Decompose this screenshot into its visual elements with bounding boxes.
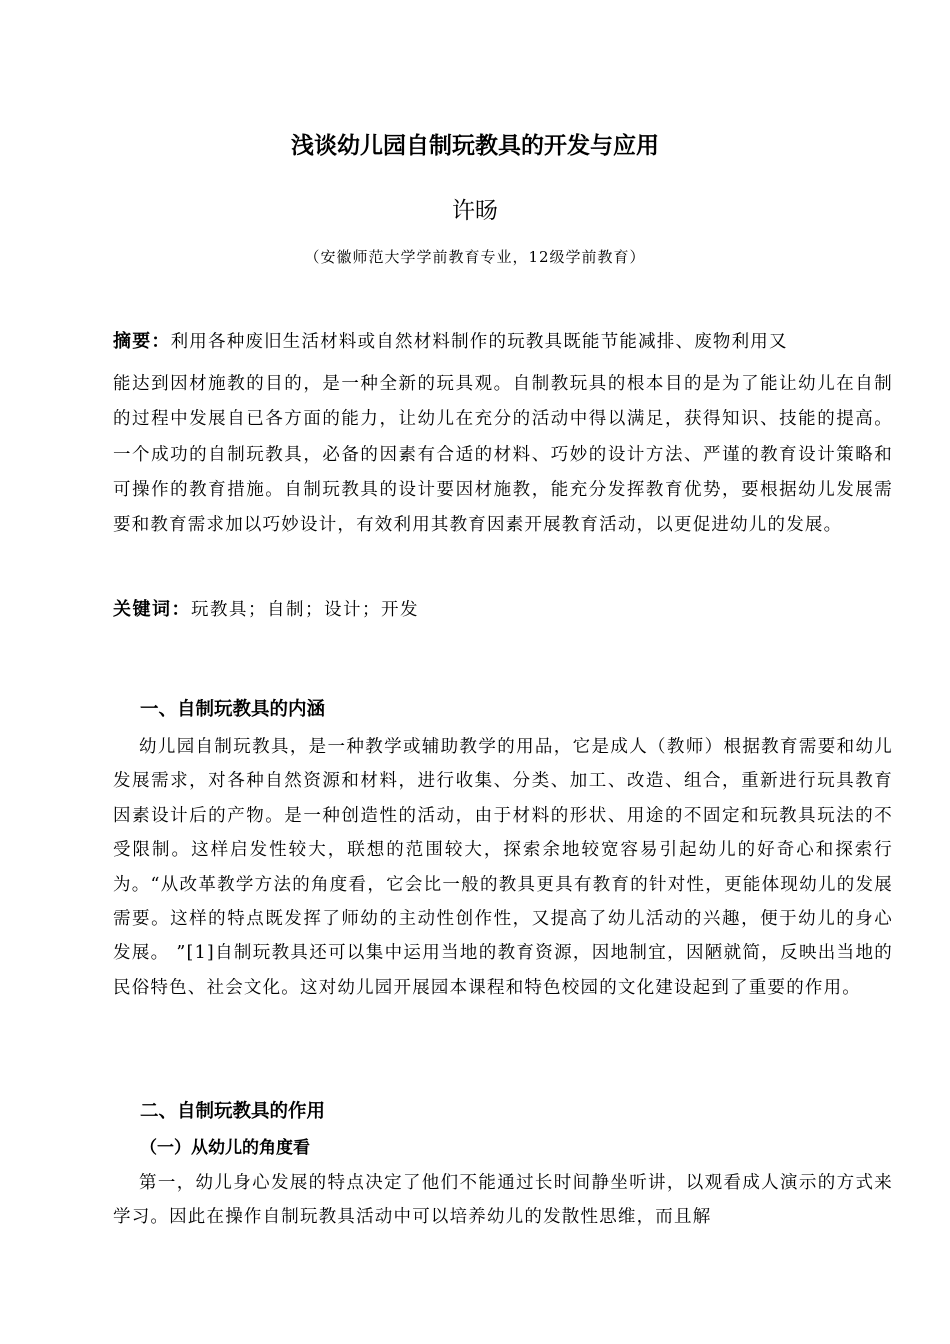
- section-2-heading: 二、自制玩教具的作用: [140, 1101, 326, 1122]
- abstract-body: 能达到因材施教的目的，是一种全新的玩具观。自制教玩具的根本目的是为了能让幼儿在自制的过程中发展自已各方面的能力，让幼儿在充分的活动中得以满足，获得知识、技能的提高。一个成功的自制玩教具，必备的因素有合适的材料、巧妙的设计方法、严谨的教育设计策略和可操作的教育措施。自制玩教具的设计要因材施教，能充分发挥教育优势，要根据幼儿发展需要和教育需求加以巧妙设计，有效利用其教育因素开展教育活动，以更促进幼儿的发展。: [113, 374, 893, 536]
- section-1-heading: 一、自制玩教具的内涵: [140, 699, 326, 720]
- keywords-label: 关键词：: [113, 599, 191, 620]
- abstract-first-line: [113, 325, 893, 359]
- keywords-text: 玩教具；自制；设计；开发: [191, 600, 419, 620]
- section-1-paragraph: 幼儿园自制玩教具，是一种教学或辅助教学的用品，它是成人（教师）根据教育需要和幼儿发展需求，对各种自然资源和材料，进行收集、分类、加工、改造、组合，重新进行玩具教育因素设计后的产物。是一种创造性的活动，由于材料的形状、用途的不固定和玩教具玩法的不受限制。这样启发性较大，联想的范围较大，探索余地较宽容易引起幼儿的好奇心和探索行为。“从改革教学方法的角度看，它会比一般的教具更具有教育的针对性，更能体现幼儿的发展需要。这样的特点既发挥了师幼的主动性创作性，又提高了幼儿活动的兴趣，便于幼儿的身心发展。 ”[1]自制玩教具还可以集中运用当地的教育资源，因地制宜，因陋就简，反映出当地的民俗特色、社会文化。这对幼儿园开展园本课程和特色校园的文化建设起到了重要的作用。: [113, 737, 893, 998]
- keywords: [113, 595, 893, 625]
- abstract-label: 摘要：: [113, 331, 171, 352]
- abstract: [113, 325, 893, 543]
- abstract-first-line-text: 利用各种废旧生活材料或自然材料制作的玩教具既能节能减排、废物利用又: [170, 332, 788, 352]
- author-name: 许旸: [452, 198, 498, 224]
- paper-title: 浅谈幼儿园自制玩教具的开发与应用: [291, 133, 659, 159]
- author-affiliation: （安徽师范大学学前教育专业，12级学前教育）: [304, 248, 646, 266]
- section-2-paragraph: 第一，幼儿身心发展的特点决定了他们不能通过长时间静坐听讲，以观看成人演示的方式来学习。因此在操作自制玩教具活动中可以培养幼儿的发散性思维，而且解: [113, 1173, 893, 1228]
- section-2-subheading: （一）从幼儿的角度看: [140, 1138, 310, 1158]
